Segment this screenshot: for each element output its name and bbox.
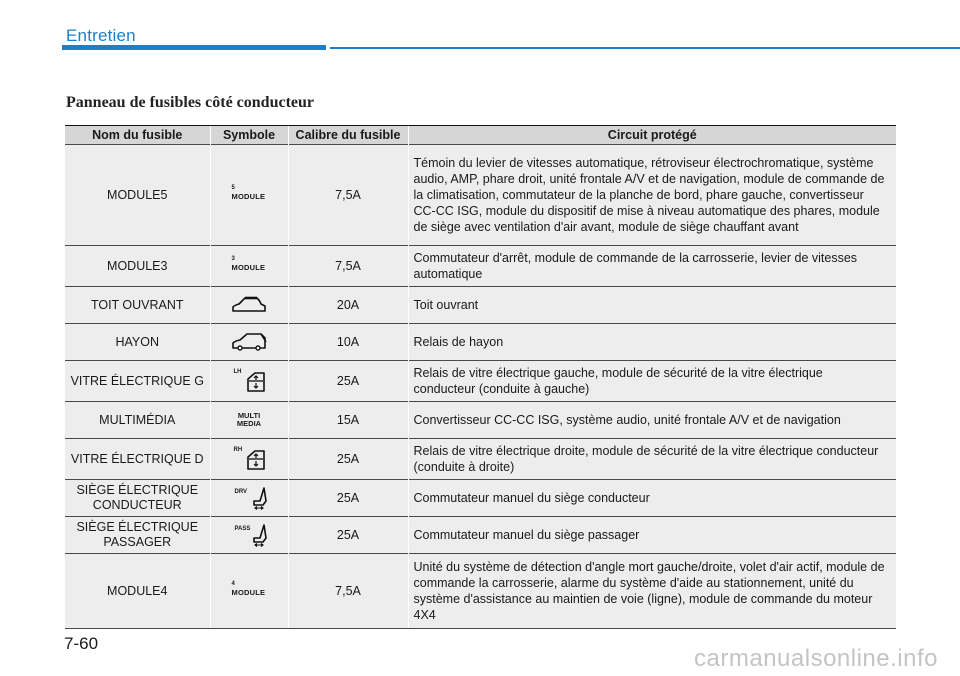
table-row: [65, 324, 896, 361]
fuse-rating: 15A: [288, 402, 408, 439]
fuse-name: MODULE4: [65, 554, 210, 629]
fuse-rating: 7,5A: [288, 554, 408, 629]
fuse-name: VITRE ÉLECTRIQUE G: [65, 361, 210, 402]
tailgate-icon: [211, 327, 288, 357]
table-row: [65, 246, 896, 287]
table-row: [65, 145, 896, 246]
fuse-circuit: Commutateur manuel du siège passager: [408, 517, 896, 554]
fuse-circuit: Toit ouvrant: [408, 287, 896, 324]
table-row: [65, 554, 896, 629]
fuse-circuit: Commutateur manuel du siège conducteur: [408, 480, 896, 517]
fuse-rating: 7,5A: [288, 145, 408, 246]
power-window-icon: LH: [211, 366, 288, 396]
page-title: Panneau de fusibles côté conducteur: [66, 94, 314, 111]
table-row: [65, 361, 896, 402]
section-heading: Entretien: [66, 26, 136, 45]
fuse-name: MODULE3: [65, 246, 210, 287]
fuse-name: TOIT OUVRANT: [65, 287, 210, 324]
fuse-rating: 10A: [288, 324, 408, 361]
fuse-circuit: Relais de vitre électrique gauche, module de sécurité de la vitre électrique conducteur (conduite à gauche): [408, 361, 896, 402]
module-icon: 3 MODULE: [231, 256, 266, 272]
page-number: 7-60: [64, 634, 99, 653]
power-window-icon: RH: [211, 444, 288, 474]
header-rule-thin: [330, 47, 960, 49]
fuse-name: SIÈGE ÉLECTRIQUE PASSAGER: [65, 517, 210, 554]
fuse-circuit: Unité du système de détection d'angle mort gauche/droite, volet d'air actif, module de commande la carrosserie, alarme du système d'aide au stationnement, unité du système d'assistance au maintien de voie (ligne), module de commande du moteur 4X4: [408, 554, 896, 629]
col-header-name: Nom du fusible: [65, 126, 210, 145]
fuse-circuit: Témoin du levier de vitesses automatique, rétroviseur électrochromatique, système audio, AMP, phare droit, unité frontale A/V et de navigation, module de commande de la climatisation, commutateur de la planche de bord, phare gauche, convertisseur CC-CC ISG, module du dispositif de mise à niveau automatique des phares, module de siège avec ventilation d'air avant, module de siège chauffant avant: [408, 145, 896, 246]
header-rule-thick: [62, 45, 326, 50]
fuse-rating: 25A: [288, 361, 408, 402]
fuse-rating: 25A: [288, 517, 408, 554]
table-row: [65, 517, 896, 554]
fuse-rating: 25A: [288, 439, 408, 480]
fuse-rating: 7,5A: [288, 246, 408, 287]
multimedia-icon: MULTI MEDIA: [236, 411, 262, 428]
table-row: [65, 287, 896, 324]
power-seat-icon: PASS: [211, 520, 288, 550]
fuse-name: MULTIMÉDIA: [65, 402, 210, 439]
fuse-table: [65, 125, 896, 629]
col-header-circuit: Circuit protégé: [408, 126, 896, 145]
fuse-circuit: Convertisseur CC-CC ISG, système audio, unité frontale A/V et de navigation: [408, 402, 896, 439]
fuse-rating: 25A: [288, 480, 408, 517]
power-seat-icon: DRV: [211, 483, 288, 513]
watermark: carmanualsonline.info: [694, 645, 938, 672]
fuse-circuit: Commutateur d'arrêt, module de commande de la carrosserie, levier de vitesses automatique: [408, 246, 896, 287]
table-row: [65, 402, 896, 439]
fuse-circuit: Relais de vitre électrique droite, module de sécurité de la vitre électrique conducteur (conduite à droite): [408, 439, 896, 480]
fuse-circuit: Relais de hayon: [408, 324, 896, 361]
module-icon: 4 MODULE: [231, 581, 266, 597]
table-header-row: [65, 126, 896, 145]
fuse-rating: 20A: [288, 287, 408, 324]
fuse-name: HAYON: [65, 324, 210, 361]
table-row: [65, 439, 896, 480]
table-row: [65, 480, 896, 517]
sunroof-icon: [211, 290, 288, 320]
fuse-name: VITRE ÉLECTRIQUE D: [65, 439, 210, 480]
col-header-symbol: Symbole: [210, 126, 288, 145]
col-header-rating: Calibre du fusible: [288, 126, 408, 145]
module-icon: 5 MODULE: [231, 185, 266, 201]
fuse-name: SIÈGE ÉLECTRIQUE CONDUCTEUR: [65, 480, 210, 517]
fuse-name: MODULE5: [65, 145, 210, 246]
